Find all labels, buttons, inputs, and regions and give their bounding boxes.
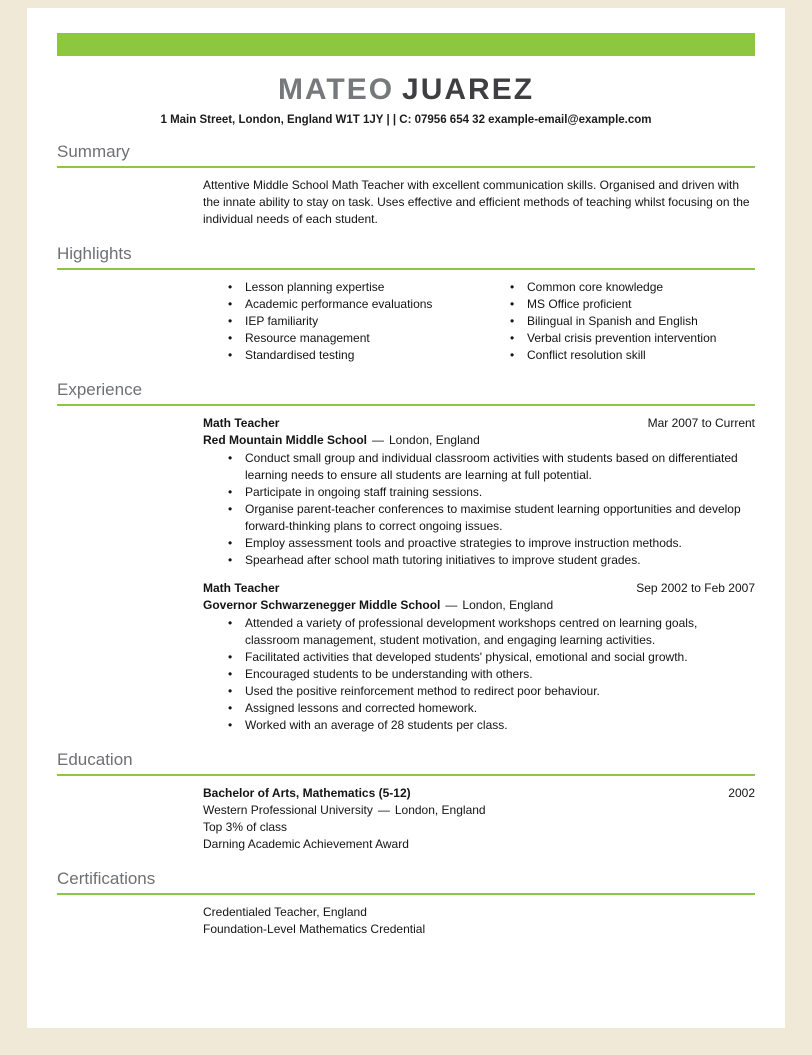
school-name: Western Professional University	[203, 803, 373, 817]
education-header	[203, 785, 755, 802]
first-name: MATEO	[277, 73, 395, 106]
highlight-item: • Academic performance evaluations	[203, 296, 485, 313]
job-header	[203, 580, 755, 597]
summary-heading: Summary	[57, 142, 755, 168]
job-bullet: • Encouraged students to be understanding with others.	[203, 666, 755, 683]
job-bullet: • Spearhead after school math tutoring initiatives to improve student grades.	[203, 552, 755, 569]
section-highlights	[57, 244, 755, 364]
certifications-content	[203, 895, 755, 938]
education-detail: Darning Academic Achievement Award	[203, 837, 409, 851]
certification-item: Foundation-Level Mathematics Credential	[203, 922, 426, 936]
experience-heading: Experience	[57, 380, 755, 406]
job-dates: Mar 2007 to Current	[647, 416, 755, 430]
resume-page	[27, 8, 785, 1028]
highlights-columns	[203, 279, 755, 364]
highlight-item: • Resource management	[203, 330, 485, 347]
highlight-item: • IEP familiarity	[203, 313, 485, 330]
highlight-item: • MS Office proficient	[485, 296, 755, 313]
highlight-item: • Bilingual in Spanish and English	[485, 313, 755, 330]
highlights-left-column	[203, 279, 485, 364]
experience-content	[203, 406, 755, 734]
job-bullet: • Employ assessment tools and proactive strategies to improve instruction methods.	[203, 535, 755, 552]
graduation-year: 2002	[728, 786, 755, 800]
section-summary	[57, 142, 755, 228]
last-name: JUAREZ	[402, 73, 535, 106]
job-bullet: • Conduct small group and individual classroom activities with students based on differentiated learning needs to ensure all students are learning at full potential.	[203, 450, 755, 484]
highlights-heading: Highlights	[57, 244, 755, 270]
company-location: London, England	[389, 433, 480, 447]
accent-bar	[57, 33, 755, 56]
job-bullet-list	[203, 450, 755, 569]
company-line	[203, 432, 755, 449]
certifications-heading: Certifications	[57, 869, 755, 895]
education-content	[203, 776, 755, 853]
job-header	[203, 415, 755, 432]
highlights-right-column	[485, 279, 755, 364]
section-experience	[57, 380, 755, 734]
job-bullet: • Used the positive reinforcement method to redirect poor behaviour.	[203, 683, 755, 700]
job-bullet: • Assigned lessons and corrected homework.	[203, 700, 755, 717]
company-name: Red Mountain Middle School	[203, 433, 367, 447]
school-line	[203, 802, 755, 819]
highlight-item: • Standardised testing	[203, 347, 485, 364]
degree-name: Bachelor of Arts, Mathematics (5-12)	[203, 786, 411, 800]
job-entry	[203, 580, 755, 734]
job-title: Math Teacher	[203, 581, 280, 595]
job-bullet: • Worked with an average of 28 students per class.	[203, 717, 755, 734]
education-detail: Top 3% of class	[203, 820, 288, 834]
company-name: Governor Schwarzenegger Middle School	[203, 598, 441, 612]
job-title: Math Teacher	[203, 416, 280, 430]
summary-content	[203, 168, 755, 228]
highlight-item: • Lesson planning expertise	[203, 279, 485, 296]
company-location: London, England	[462, 598, 554, 612]
certification-item: Credentialed Teacher, England	[203, 905, 367, 919]
section-education	[57, 750, 755, 853]
location-dash: —	[372, 433, 384, 447]
job-bullet: • Attended a variety of professional development workshops centred on learning goals, classroom management, student motivation, and engaging learning activities.	[203, 615, 755, 649]
job-bullet: • Participate in ongoing staff training sessions.	[203, 484, 755, 501]
job-dates: Sep 2002 to Feb 2007	[636, 581, 755, 595]
education-heading: Education	[57, 750, 755, 776]
candidate-name	[57, 73, 755, 106]
job-entry	[203, 415, 755, 569]
highlights-content	[203, 270, 755, 364]
job-bullet: • Facilitated activities that developed students' physical, emotional and social growth.	[203, 649, 755, 666]
job-bullet-list	[203, 615, 755, 734]
company-line	[203, 597, 755, 614]
highlight-item: • Verbal crisis prevention intervention	[485, 330, 755, 347]
highlight-item: • Common core knowledge	[485, 279, 755, 296]
job-bullet: • Organise parent-teacher conferences to maximise student learning opportunities and develop forward-thinking plans to correct ongoing issues.	[203, 501, 755, 535]
school-location: London, England	[394, 803, 486, 817]
highlight-item: • Conflict resolution skill	[485, 347, 755, 364]
section-certifications	[57, 869, 755, 938]
location-dash: —	[377, 803, 390, 817]
summary-text: Attentive Middle School Math Teacher with excellent communication skills. Organised and driven with the innate ability to stay on task. Uses effective and efficient methods of teaching whilst focusing on the individual needs of each student.	[203, 178, 750, 226]
contact-line: 1 Main Street, London, England W1T 1JY | | C: 07956 654 32 example-email@example.com	[160, 114, 652, 126]
location-dash: —	[445, 598, 458, 612]
